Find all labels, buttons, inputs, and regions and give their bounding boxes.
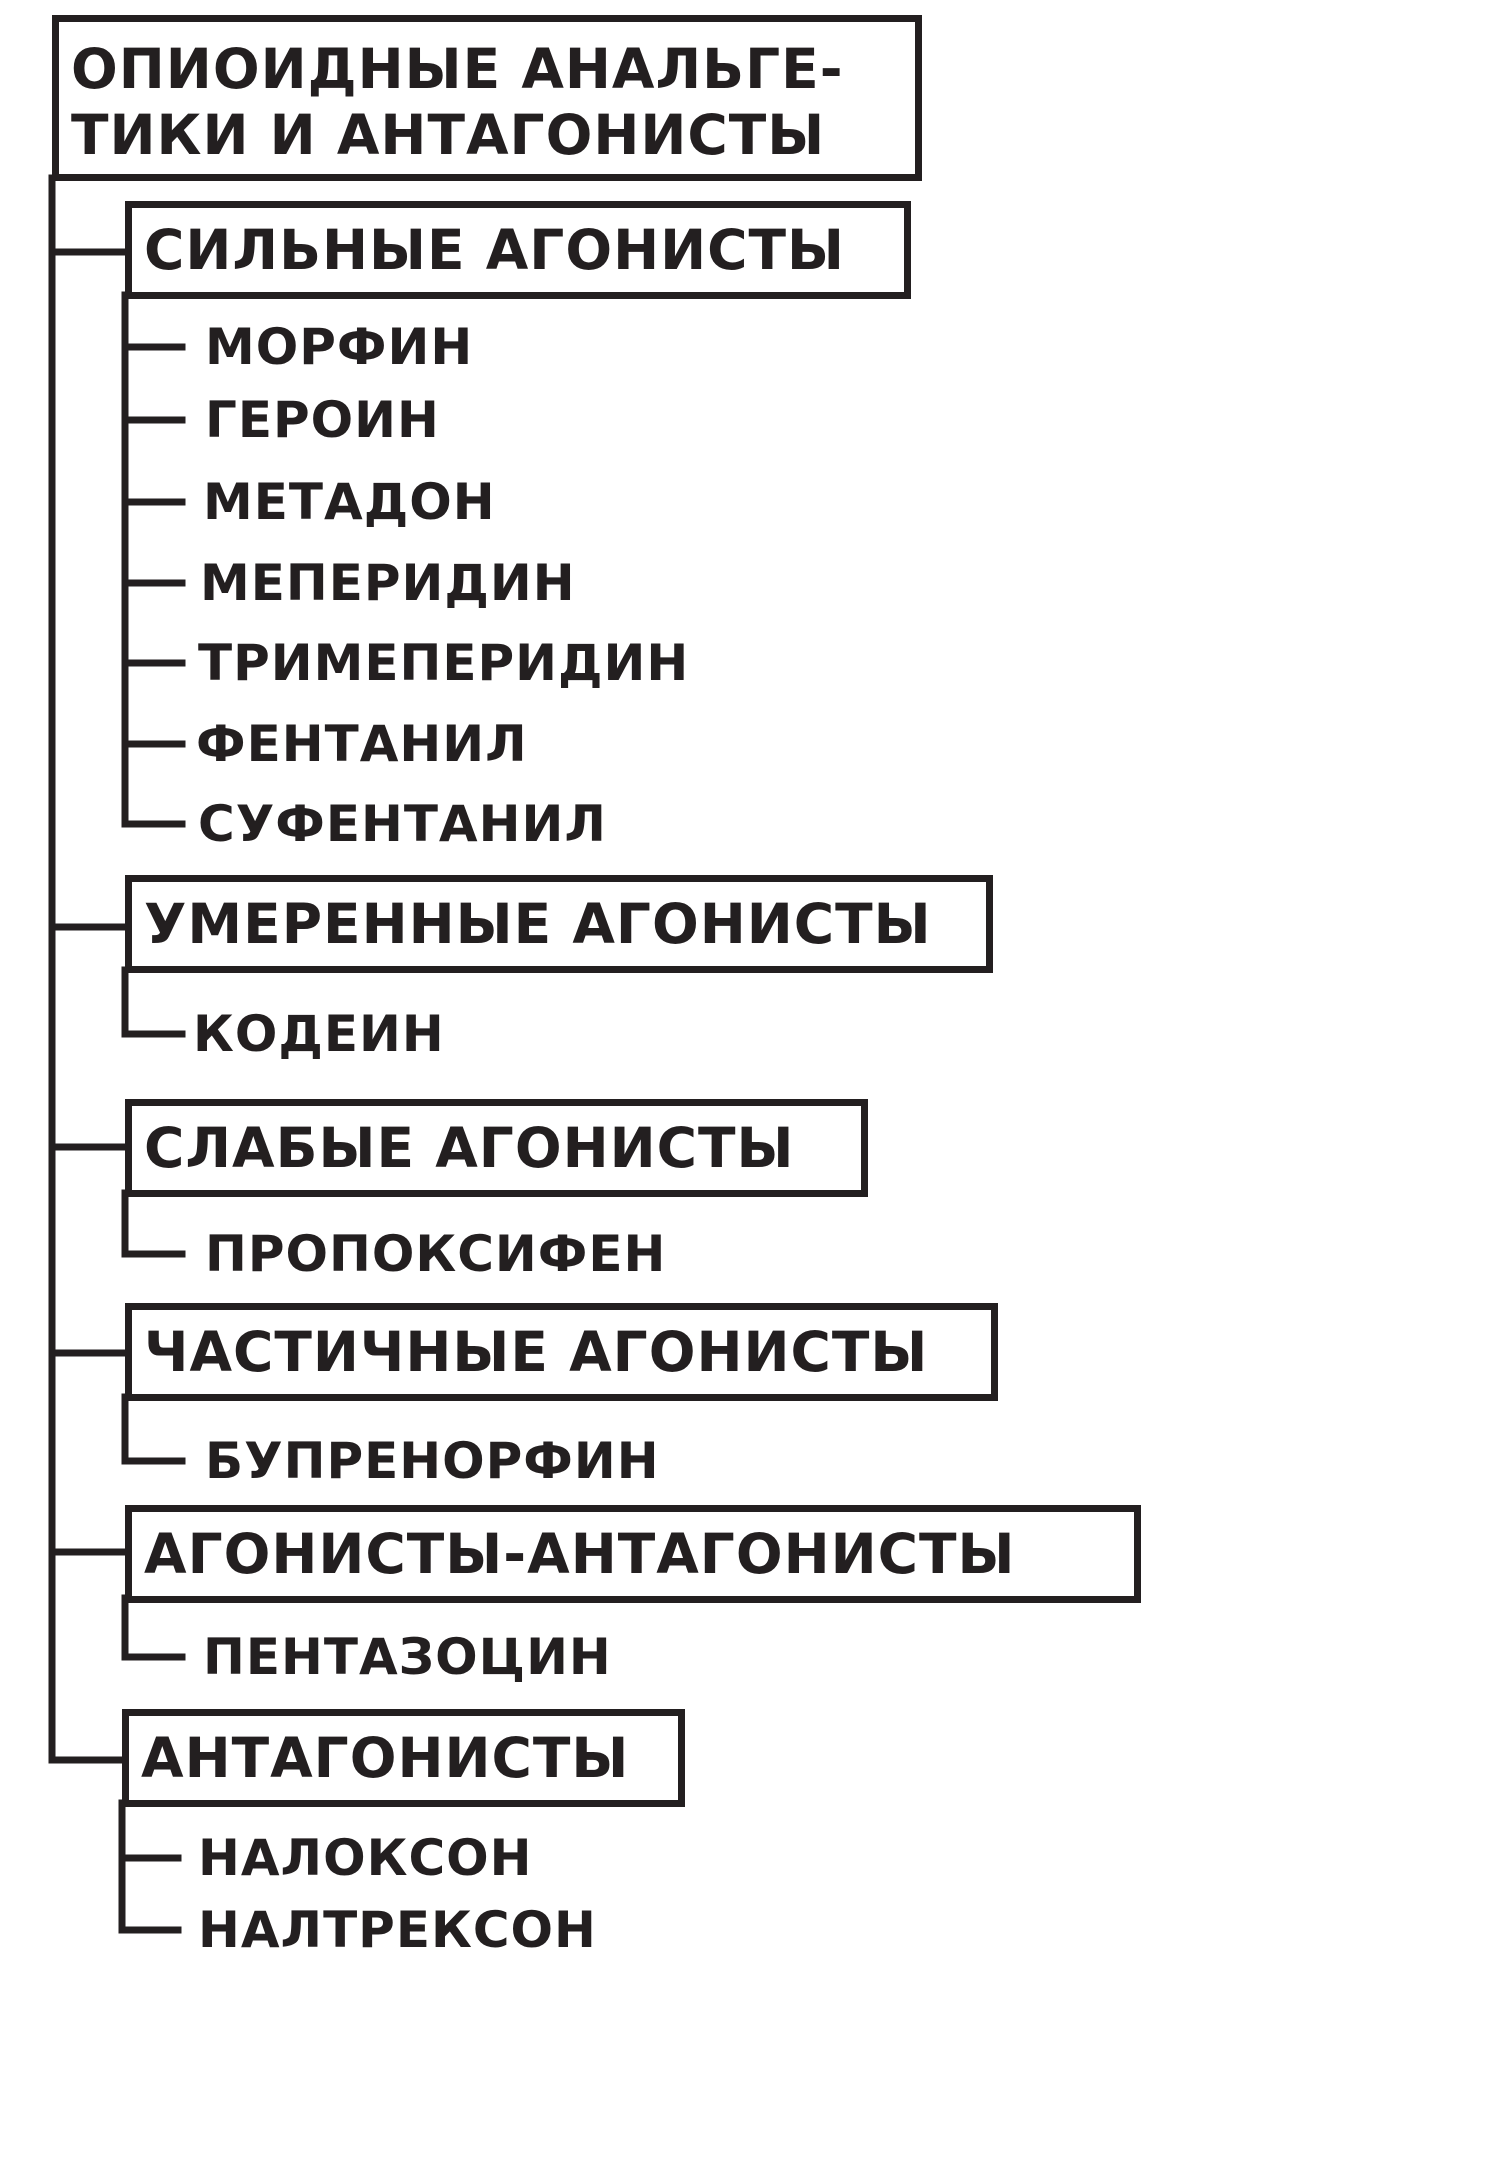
drug-item: БУПРЕНОРФИН xyxy=(205,1432,660,1490)
category-box-antagonists: АНТАГОНИСТЫ xyxy=(122,1709,685,1807)
category-box-moderate-agonists: УМЕРЕННЫЕ АГОНИСТЫ xyxy=(125,875,993,973)
category-box-partial-agonists: ЧАСТИЧНЫЕ АГОНИСТЫ xyxy=(125,1303,998,1401)
root-title-line2: ТИКИ И АНТАГОНИСТЫ xyxy=(71,103,826,167)
drug-item: КОДЕИН xyxy=(193,1005,445,1063)
sub-trunk-moderate xyxy=(125,970,182,1034)
category-box-strong-agonists: СИЛЬНЫЕ АГОНИСТЫ xyxy=(125,201,911,299)
root-title-line1: ОПИОИДНЫЕ АНАЛЬГЕ- xyxy=(71,37,844,101)
drug-item: ПРОПОКСИФЕН xyxy=(205,1225,667,1283)
category-box-agonist-antagonists: АГОНИСТЫ-АНТАГОНИСТЫ xyxy=(125,1505,1141,1603)
drug-item: НАЛТРЕКСОН xyxy=(198,1901,597,1959)
sub-trunk-agonist-antagonist xyxy=(125,1598,182,1657)
drug-item: ТРИМЕПЕРИДИН xyxy=(198,634,690,692)
drug-item: МЕТАДОН xyxy=(203,473,496,531)
root-title-box xyxy=(52,15,922,181)
drug-item: ФЕНТАНИЛ xyxy=(196,715,528,773)
category-box-weak-agonists: СЛАБЫЕ АГОНИСТЫ xyxy=(125,1099,868,1197)
sub-trunk-antagonists xyxy=(122,1803,178,1930)
drug-item: МОРФИН xyxy=(205,318,474,376)
drug-item: МЕПЕРИДИН xyxy=(200,554,576,612)
sub-trunk-weak xyxy=(125,1193,182,1254)
sub-trunk-partial xyxy=(125,1397,182,1461)
drug-item: НАЛОКСОН xyxy=(198,1829,533,1887)
drug-item: ГЕРОИН xyxy=(205,391,440,449)
drug-item: СУФЕНТАНИЛ xyxy=(198,795,607,853)
drug-item: ПЕНТАЗОЦИН xyxy=(203,1628,612,1686)
main-trunk-line xyxy=(52,178,125,1760)
